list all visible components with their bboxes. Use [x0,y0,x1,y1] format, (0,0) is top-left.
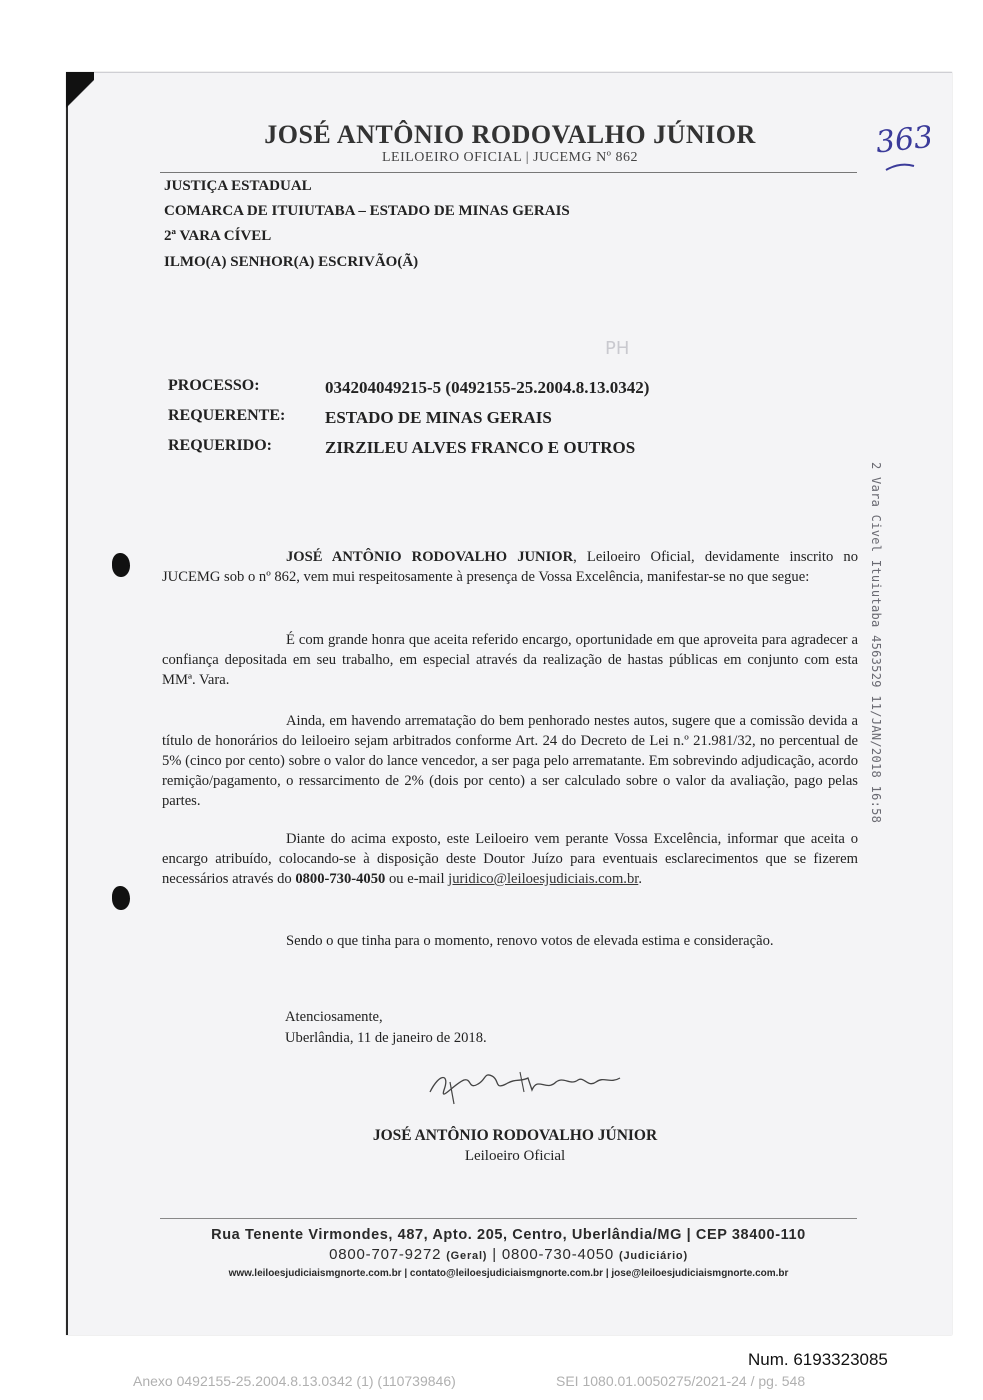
footer-address: Rua Tenente Virmondes, 487, Apto. 205, Centro, Uberlândia/MG | CEP 38400-110 [211,1227,806,1243]
requerido-value: ZIRZILEU ALVES FRANCO E OUTROS [325,438,636,457]
acceptance-phone: 0800-730-4050 [295,871,386,887]
handwritten-page-number-image [870,112,930,182]
letterhead-subtitle: LEILOEIRO OFICIAL | JUCEMG Nº 862 [381,150,639,165]
processo-value: 034204049215-5 (0492155-25.2004.8.13.0342) [325,378,650,397]
acceptance-text-a: Diante do acima exposto, este Leiloeiro vem perante Vossa Excelência, informar que aceita o encargo atribuído, colocando-se à disposição deste Doutor Juízo para eventuais esclarecimentos que se fizerem necessários através do [162,831,858,887]
handwritten-page-number [870,112,930,182]
acceptance-email-link[interactable]: juridico@leiloesjudiciais.com.br [448,871,639,887]
court-line-2: COMARCA DE ITUIUTABA – ESTADO DE MINAS GERAIS [164,203,570,219]
footer-phone-geral: 0800-707-9272 [329,1246,442,1263]
acceptance-text-b: ou e-mail [385,871,449,887]
court-line-1: JUSTIÇA ESTADUAL [164,178,312,194]
requerente-label: REQUERENTE: [168,407,286,424]
punch-hole-top [112,553,130,577]
footer-phone-separator: | [492,1246,497,1263]
faint-initials: PH [605,338,630,359]
annex-reference: Anexo 0492155-25.2004.8.13.0342 (1) (110739846) [133,1373,456,1389]
signatory-title: Leiloeiro Oficial [464,1148,566,1164]
paragraph-thanks: É com grande honra que aceita referido encargo, oportunidade em que aproveita para agradecer a confiança depositada em seu trabalho, em especial através da realização de hastas públicas em conjunto com esta MMª. Vara. [162,632,858,688]
signatory-name: JOSÉ ANTÔNIO RODOVALHO JÚNIOR [372,1127,658,1144]
footer-phone-judiciario: 0800-730-4050 [501,1246,615,1263]
handwritten-signature [420,1062,640,1106]
requerido-label: REQUERIDO: [168,437,273,454]
intro-text: , Leiloeiro Oficial, devidamente inscrito no JUCEMG sob o nº 862, vem mui respeitosamente à presença de Vossa Excelência, manifestar-se no que segue: [162,549,858,585]
paragraph-intro [162,547,858,587]
court-line-3: 2ª VARA CÍVEL [164,228,272,244]
footer-phone-geral-label: (Geral) [446,1250,488,1262]
paragraph-acceptance [162,829,858,889]
punch-hole-bottom [112,886,130,910]
court-line-4: ILMO(A) SENHOR(A) ESCRIVÃO(Ã) [164,254,419,270]
footer-rule [160,1218,857,1219]
document-number: Num. 6193323085 [748,1350,888,1369]
sei-page-reference: SEI 1080.01.0050275/2021-24 / pg. 548 [556,1373,806,1389]
paragraph-closing: Sendo o que tinha para o momento, renovo votos de elevada estima e consideração. [286,933,774,949]
acceptance-end: . [638,871,642,887]
scan-corner-shadow [66,72,94,162]
signature-image [420,1062,640,1106]
protocol-stamp: 2 Vara Civel Ituiutaba 4563529 11/JAN/2018 16:58 [869,462,883,824]
paragraph-commission: Ainda, em havendo arrematação do bem penhorado nestes autos, sugere que a comissão devida a título de honorários do leiloeiro sejam arbitrados conforme Art. 24 do Decreto de Lei n.º 21.981/32, no percentual de 5% (cinco por cento) sobre o valor do lance vencedor, a ser paga pelo arrematante. Em sobrevindo adjudicação, acordo remição/pagamento, o ressarcimento de 2% (dois por cento) a ser calculado sobre o valor da avaliação, pago pelas partes. [162,713,858,809]
requerente-value: ESTADO DE MINAS GERAIS [325,408,552,427]
letterhead-rule [160,172,857,173]
intro-name: JOSÉ ANTÔNIO RODOVALHO JUNIOR [286,549,574,565]
processo-label: PROCESSO: [168,377,260,394]
footer-phones [160,1246,857,1263]
footer-web-contacts: www.leiloesjudiciaismgnorte.com.br | contato@leiloesjudiciaismgnorte.com.br | jose@leiloesjudiciaismgnorte.com.br [228,1268,789,1279]
closing-place-date: Uberlândia, 11 de janeiro de 2018. [285,1030,487,1046]
footer-phone-judiciario-label: (Judiciário) [619,1250,688,1262]
svg-text:363: 363 [874,119,930,161]
closing-greeting: Atenciosamente, [285,1009,383,1025]
letterhead-name: JOSÉ ANTÔNIO RODOVALHO JÚNIOR [264,120,756,149]
